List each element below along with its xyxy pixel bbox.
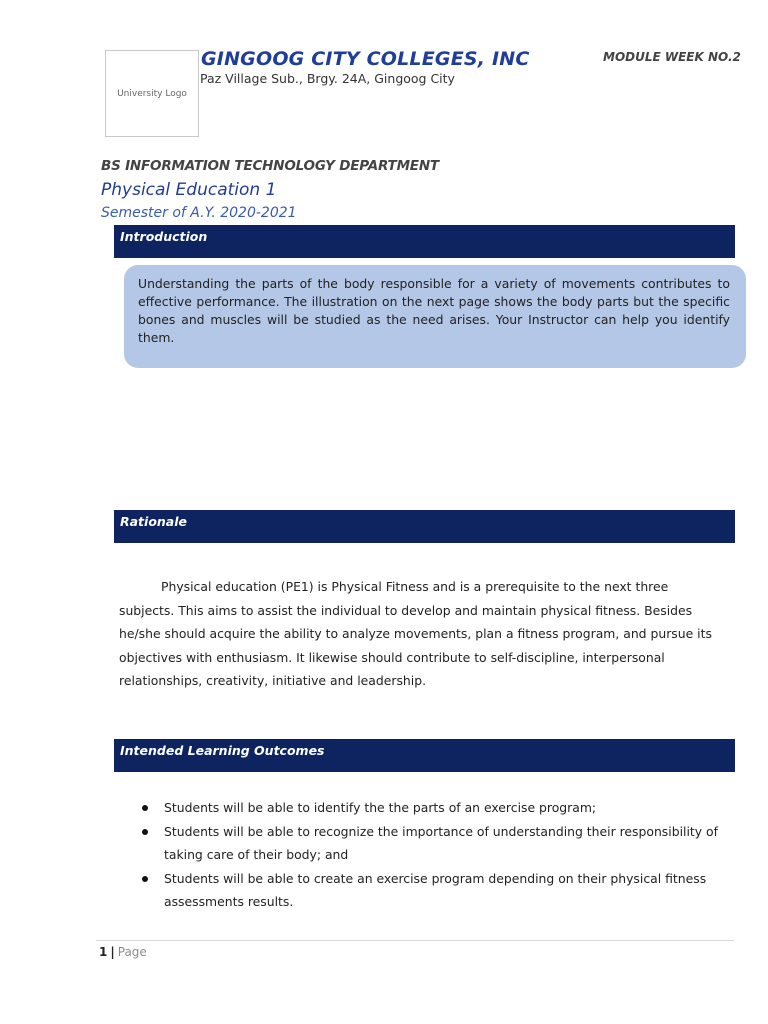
outcome-text: Students will be able to identify the the parts of an exercise program;	[164, 800, 597, 815]
module-week-label: MODULE WEEK NO.2	[603, 50, 741, 64]
page-label: Page	[117, 945, 147, 959]
outcomes-heading: Intended Learning Outcomes	[120, 743, 325, 758]
introduction-section-bar	[114, 225, 735, 258]
course-title: Physical Education 1	[101, 180, 277, 200]
college-address: Paz Village Sub., Brgy. 24A, Gingoog City	[200, 71, 455, 86]
introduction-heading: Introduction	[120, 229, 208, 244]
rationale-paragraph	[119, 575, 719, 693]
introduction-callout	[124, 265, 746, 368]
page-separator: |	[110, 945, 115, 959]
list-item	[137, 820, 727, 867]
bullet-icon	[142, 876, 148, 882]
page-number: 1	[99, 945, 108, 959]
college-name: GINGOOG CITY COLLEGES, INC	[201, 48, 530, 70]
outcome-text: Students will be able to create an exercise program depending on their physical fitness assessments results.	[164, 870, 707, 909]
page-footer	[99, 945, 147, 959]
university-logo	[105, 50, 199, 137]
department-heading: BS INFORMATION TECHNOLOGY DEPARTMENT	[101, 158, 439, 174]
semester-label: Semester of A.Y. 2020-2021	[101, 205, 297, 221]
outcome-text: Students will be able to recognize the importance of understanding their responsibility of taking care of their body; and	[164, 823, 718, 862]
logo-placeholder-text: University Logo	[117, 88, 187, 99]
rationale-text: Physical education (PE1) is Physical Fitness and is a prerequisite to the next three subjects. This aims to assist the individual to develop and maintain physical fitness. Besides he/she should acquire the ability to analyze movements, plan a fitness program, and pursue its objectives with enthusiasm. It likewise should contribute to self-discipline, interpersonal relationships, creativity, initiative and leadership.	[119, 579, 712, 688]
bullet-icon	[142, 829, 148, 835]
bullet-icon	[142, 805, 148, 811]
outcomes-section-bar	[114, 739, 735, 772]
list-item	[137, 796, 727, 820]
footer-divider	[96, 940, 734, 941]
rationale-section-bar	[114, 510, 735, 543]
list-item	[137, 867, 727, 914]
learning-outcomes-list	[137, 796, 727, 914]
rationale-heading: Rationale	[120, 514, 188, 529]
introduction-text: Understanding the parts of the body responsible for a variety of movements contributes to effective performance. The illustration on the next page shows the body parts but the specific bones and muscles will be studied as the need arises. Your Instructor can help you identify them.	[138, 276, 730, 345]
